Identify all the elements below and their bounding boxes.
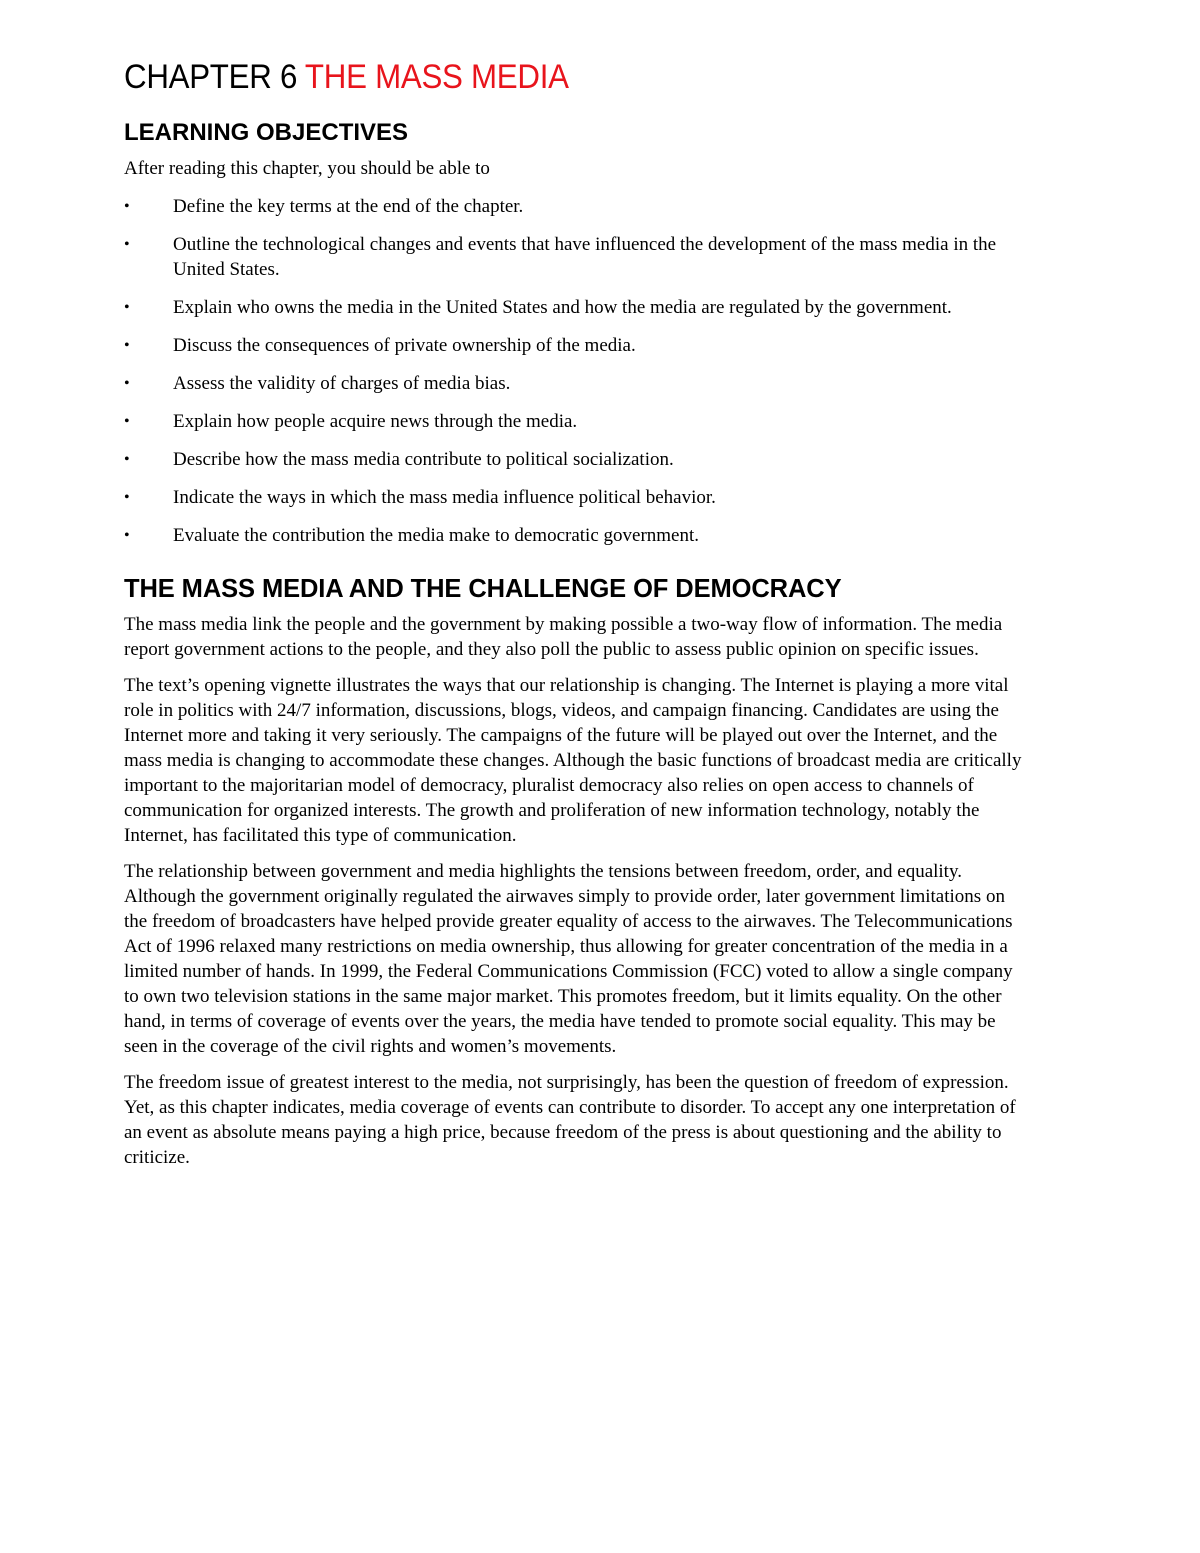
list-item: [124, 485, 1024, 510]
chapter-title: [124, 56, 952, 98]
list-item: [124, 333, 1024, 358]
list-item: [124, 371, 1024, 396]
objectives-intro: After reading this chapter, you should be able to: [124, 158, 490, 179]
objectives-list: [124, 194, 1024, 548]
list-item: [124, 295, 1024, 320]
body-paragraph: The mass media link the people and the government by making possible a two-way flow of information. The media report government actions to the people, and they also poll the public to assess public opinion on specific issues.: [124, 614, 1003, 660]
list-item-text: Evaluate the contribution the media make to democratic government.: [173, 525, 700, 546]
chapter-number: CHAPTER 6: [124, 58, 305, 96]
bullet-icon: •: [124, 337, 130, 354]
list-item-text: Explain who owns the media in the United States and how the media are regulated by the government.: [173, 297, 952, 318]
list-item-text: Discuss the consequences of private ownership of the media.: [173, 335, 636, 356]
chapter-name: THE MASS MEDIA: [304, 58, 569, 96]
bullet-icon: •: [124, 451, 130, 468]
list-item-text: Describe how the mass media contribute to political socialization.: [173, 449, 674, 470]
body-paragraph: The relationship between government and media highlights the tensions between freedom, order, and equality. Although the government originally regulated the airwaves simply to provide order, later government limitations on the freedom of broadcasters have helped provide greater equality of access to the airwaves. The Telecommunications Act of 1996 relaxed many restrictions on media ownership, thus allowing for greater concentration of the media in a limited number of hands. In 1999, the Federal Communications Commission (FCC) voted to allow a single company to own two television stations in the same major market. This promotes freedom, but it limits equality. On the other hand, in terms of coverage of events over the years, the media have tended to promote social equality. This may be seen in the coverage of the civil rights and women’s movements.: [124, 861, 1013, 1057]
list-item: [124, 409, 1024, 434]
bullet-icon: •: [124, 236, 130, 253]
bullet-icon: •: [124, 375, 130, 392]
list-item: [124, 447, 1024, 472]
bullet-icon: •: [124, 489, 130, 506]
body-paragraph: The freedom issue of greatest interest to the media, not surprisingly, has been the question of freedom of expression. Yet, as this chapter indicates, media coverage of events can contribute to disorder. To accept any one interpretation of an event as absolute means paying a high price, because freedom of the press is about questioning and the ability to criticize.: [124, 1072, 1016, 1168]
list-item-text: Indicate the ways in which the mass media influence political behavior.: [173, 487, 716, 508]
list-item-text: Explain how people acquire news through the media.: [173, 411, 578, 432]
list-item-text: Assess the validity of charges of media bias.: [173, 373, 511, 394]
bullet-icon: •: [124, 198, 130, 215]
body-paragraph: The text’s opening vignette illustrates the ways that our relationship is changing. The Internet is playing a more vital role in politics with 24/7 information, discussions, blogs, videos, and campaign financing. Candidates are using the Internet more and taking it very seriously. The campaigns of the future will be played out over the Internet, and the mass media is changing to accommodate these changes. Although the basic functions of broadcast media are critically important to the majoritarian model of democracy, pluralist democracy also relies on open access to channels of communication for organized interests. The growth and proliferation of new information technology, notably the Internet, has facilitated this type of communication.: [124, 675, 1022, 846]
bullet-icon: •: [124, 527, 130, 544]
bullet-icon: •: [124, 299, 130, 316]
bullet-icon: •: [124, 413, 130, 430]
challenge-of-democracy-heading: THE MASS MEDIA AND THE CHALLENGE OF DEMOCRACY: [124, 575, 842, 603]
learning-objectives-heading: LEARNING OBJECTIVES: [124, 119, 409, 146]
list-item-text: Outline the technological changes and events that have influenced the development of the mass media in the United States.: [173, 234, 997, 280]
list-item: [124, 194, 1024, 219]
list-item-text: Define the key terms at the end of the chapter.: [173, 196, 524, 217]
document-page: [124, 56, 1024, 1170]
list-item: [124, 232, 1024, 282]
list-item: [124, 523, 1024, 548]
